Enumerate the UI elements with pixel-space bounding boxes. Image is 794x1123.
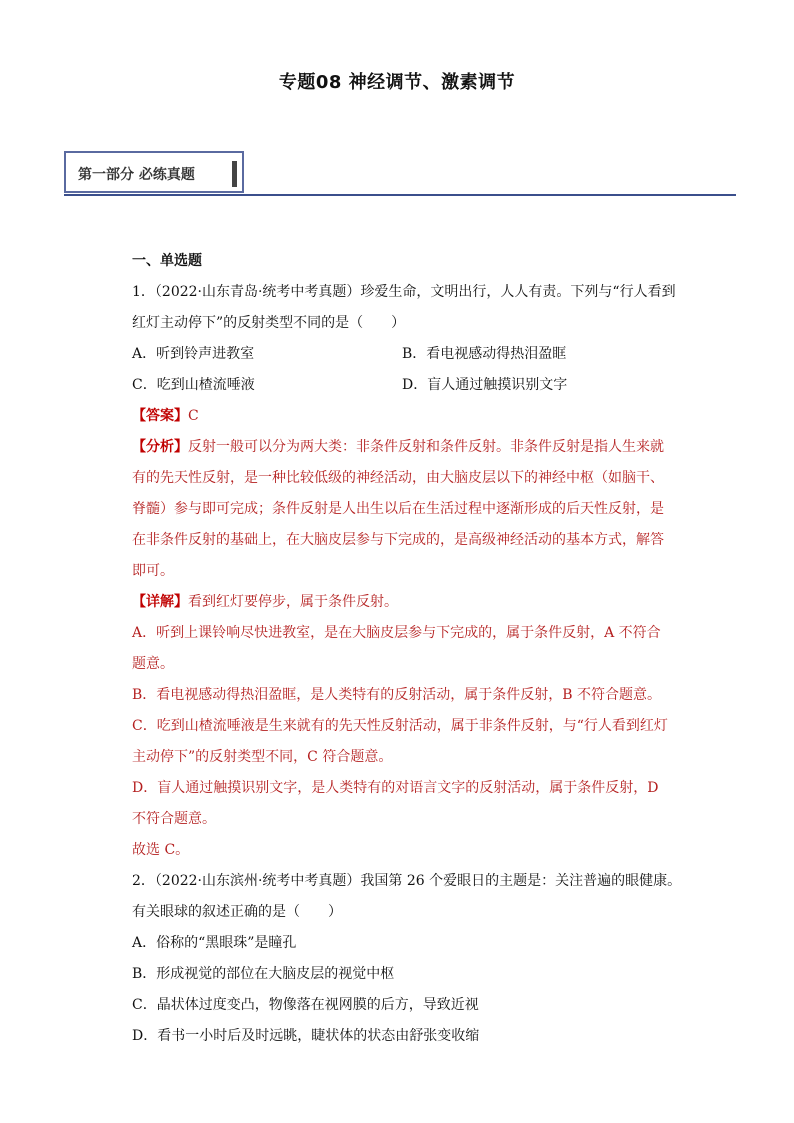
q1-answer	[132, 401, 672, 432]
q1-detail-line: D．盲人通过触摸识别文字，是人类特有的对语言文字的反射活动，属于条件反射，D	[132, 780, 659, 796]
q1-analysis-line: 脊髓）参与即可完成；条件反射是人出生以后在生活过程中逐渐形成的后天性反射，是	[132, 501, 664, 517]
q2-stem-line: 有关眼球的叙述正确的是（ ）	[132, 904, 342, 920]
q2-option-b: B．形成视觉的部位在大脑皮层的视觉中枢	[132, 966, 395, 982]
q1-detail-line: C．吃到山楂流唾液是生来就有的先天性反射活动，属于非条件反射，与“行人看到红灯	[132, 718, 668, 734]
analysis-tag: 【分析】	[132, 439, 188, 455]
q1-option-a: A．听到铃声进教室	[132, 346, 255, 362]
detail-tag: 【详解】	[132, 594, 188, 610]
q1-stem-line: 红灯主动停下”的反射类型不同的是（ ）	[132, 315, 406, 331]
q2-option-c: C．晶状体过度变凸，物像落在视网膜的后方，导致近视	[132, 997, 479, 1013]
q1-stem-line: 1．（2022·山东青岛·统考中考真题）珍爱生命，文明出行，人人有责。下列与“行人看到	[132, 284, 676, 300]
q1-option-d: D．盲人通过触摸识别文字	[402, 377, 568, 393]
q2-option-d: D．看书一小时后及时远眺，睫状体的状态由舒张变收缩	[132, 1028, 480, 1044]
section-label: 第一部分 必练真题	[78, 167, 195, 183]
q1-detail-line: 题意。	[132, 656, 174, 672]
answer-tag: 【答案】	[132, 408, 188, 424]
answer-value: C	[188, 408, 199, 424]
question-type-heading: 一、单选题	[132, 253, 202, 269]
detail-text: 看到红灯要停步，属于条件反射。	[188, 594, 398, 610]
q1-detail-line: 不符合题意。	[132, 811, 216, 827]
q1-analysis-line: 即可。	[132, 563, 174, 579]
q2-stem-line: 2．（2022·山东滨州·统考中考真题）我国第 26 个爱眼日的主题是：关注普遍的眼健康。	[132, 873, 682, 889]
q1-detail-line: B．看电视感动得热泪盈眶，是人类特有的反射活动，属于条件反射，B 不符合题意。	[132, 687, 662, 703]
q1-detail-line: A．听到上课铃响尽快进教室，是在大脑皮层参与下完成的，属于条件反射，A 不符合	[132, 625, 661, 641]
q1-option-c: C．吃到山楂流唾液	[132, 377, 255, 393]
q1-detail-line	[132, 587, 672, 618]
section-bar-decoration	[232, 161, 237, 187]
q2-option-a: A．俗称的“黑眼珠”是瞳孔	[132, 935, 297, 951]
analysis-text: 反射一般可以分为两大类：非条件反射和条件反射。非条件反射是指人生来就	[188, 439, 664, 455]
q1-options-row	[132, 370, 672, 401]
q1-detail-line: 主动停下”的反射类型不同，C 符合题意。	[132, 749, 393, 765]
question-content	[132, 246, 682, 1052]
q1-detail-line: 故选 C。	[132, 842, 190, 858]
page-title: 专题08 神经调节、激素调节	[278, 72, 516, 93]
q1-analysis-line: 有的先天性反射，是一种比较低级的神经活动，由大脑皮层以下的神经中枢（如脑干、	[132, 470, 664, 486]
section-header-box	[64, 151, 244, 193]
section-divider	[64, 194, 736, 196]
q1-option-b: B．看电视感动得热泪盈眶	[402, 346, 567, 362]
q1-analysis-line	[132, 432, 672, 463]
q1-options-row	[132, 339, 672, 370]
q1-analysis-line: 在非条件反射的基础上，在大脑皮层参与下完成的，是高级神经活动的基本方式，解答	[132, 532, 664, 548]
